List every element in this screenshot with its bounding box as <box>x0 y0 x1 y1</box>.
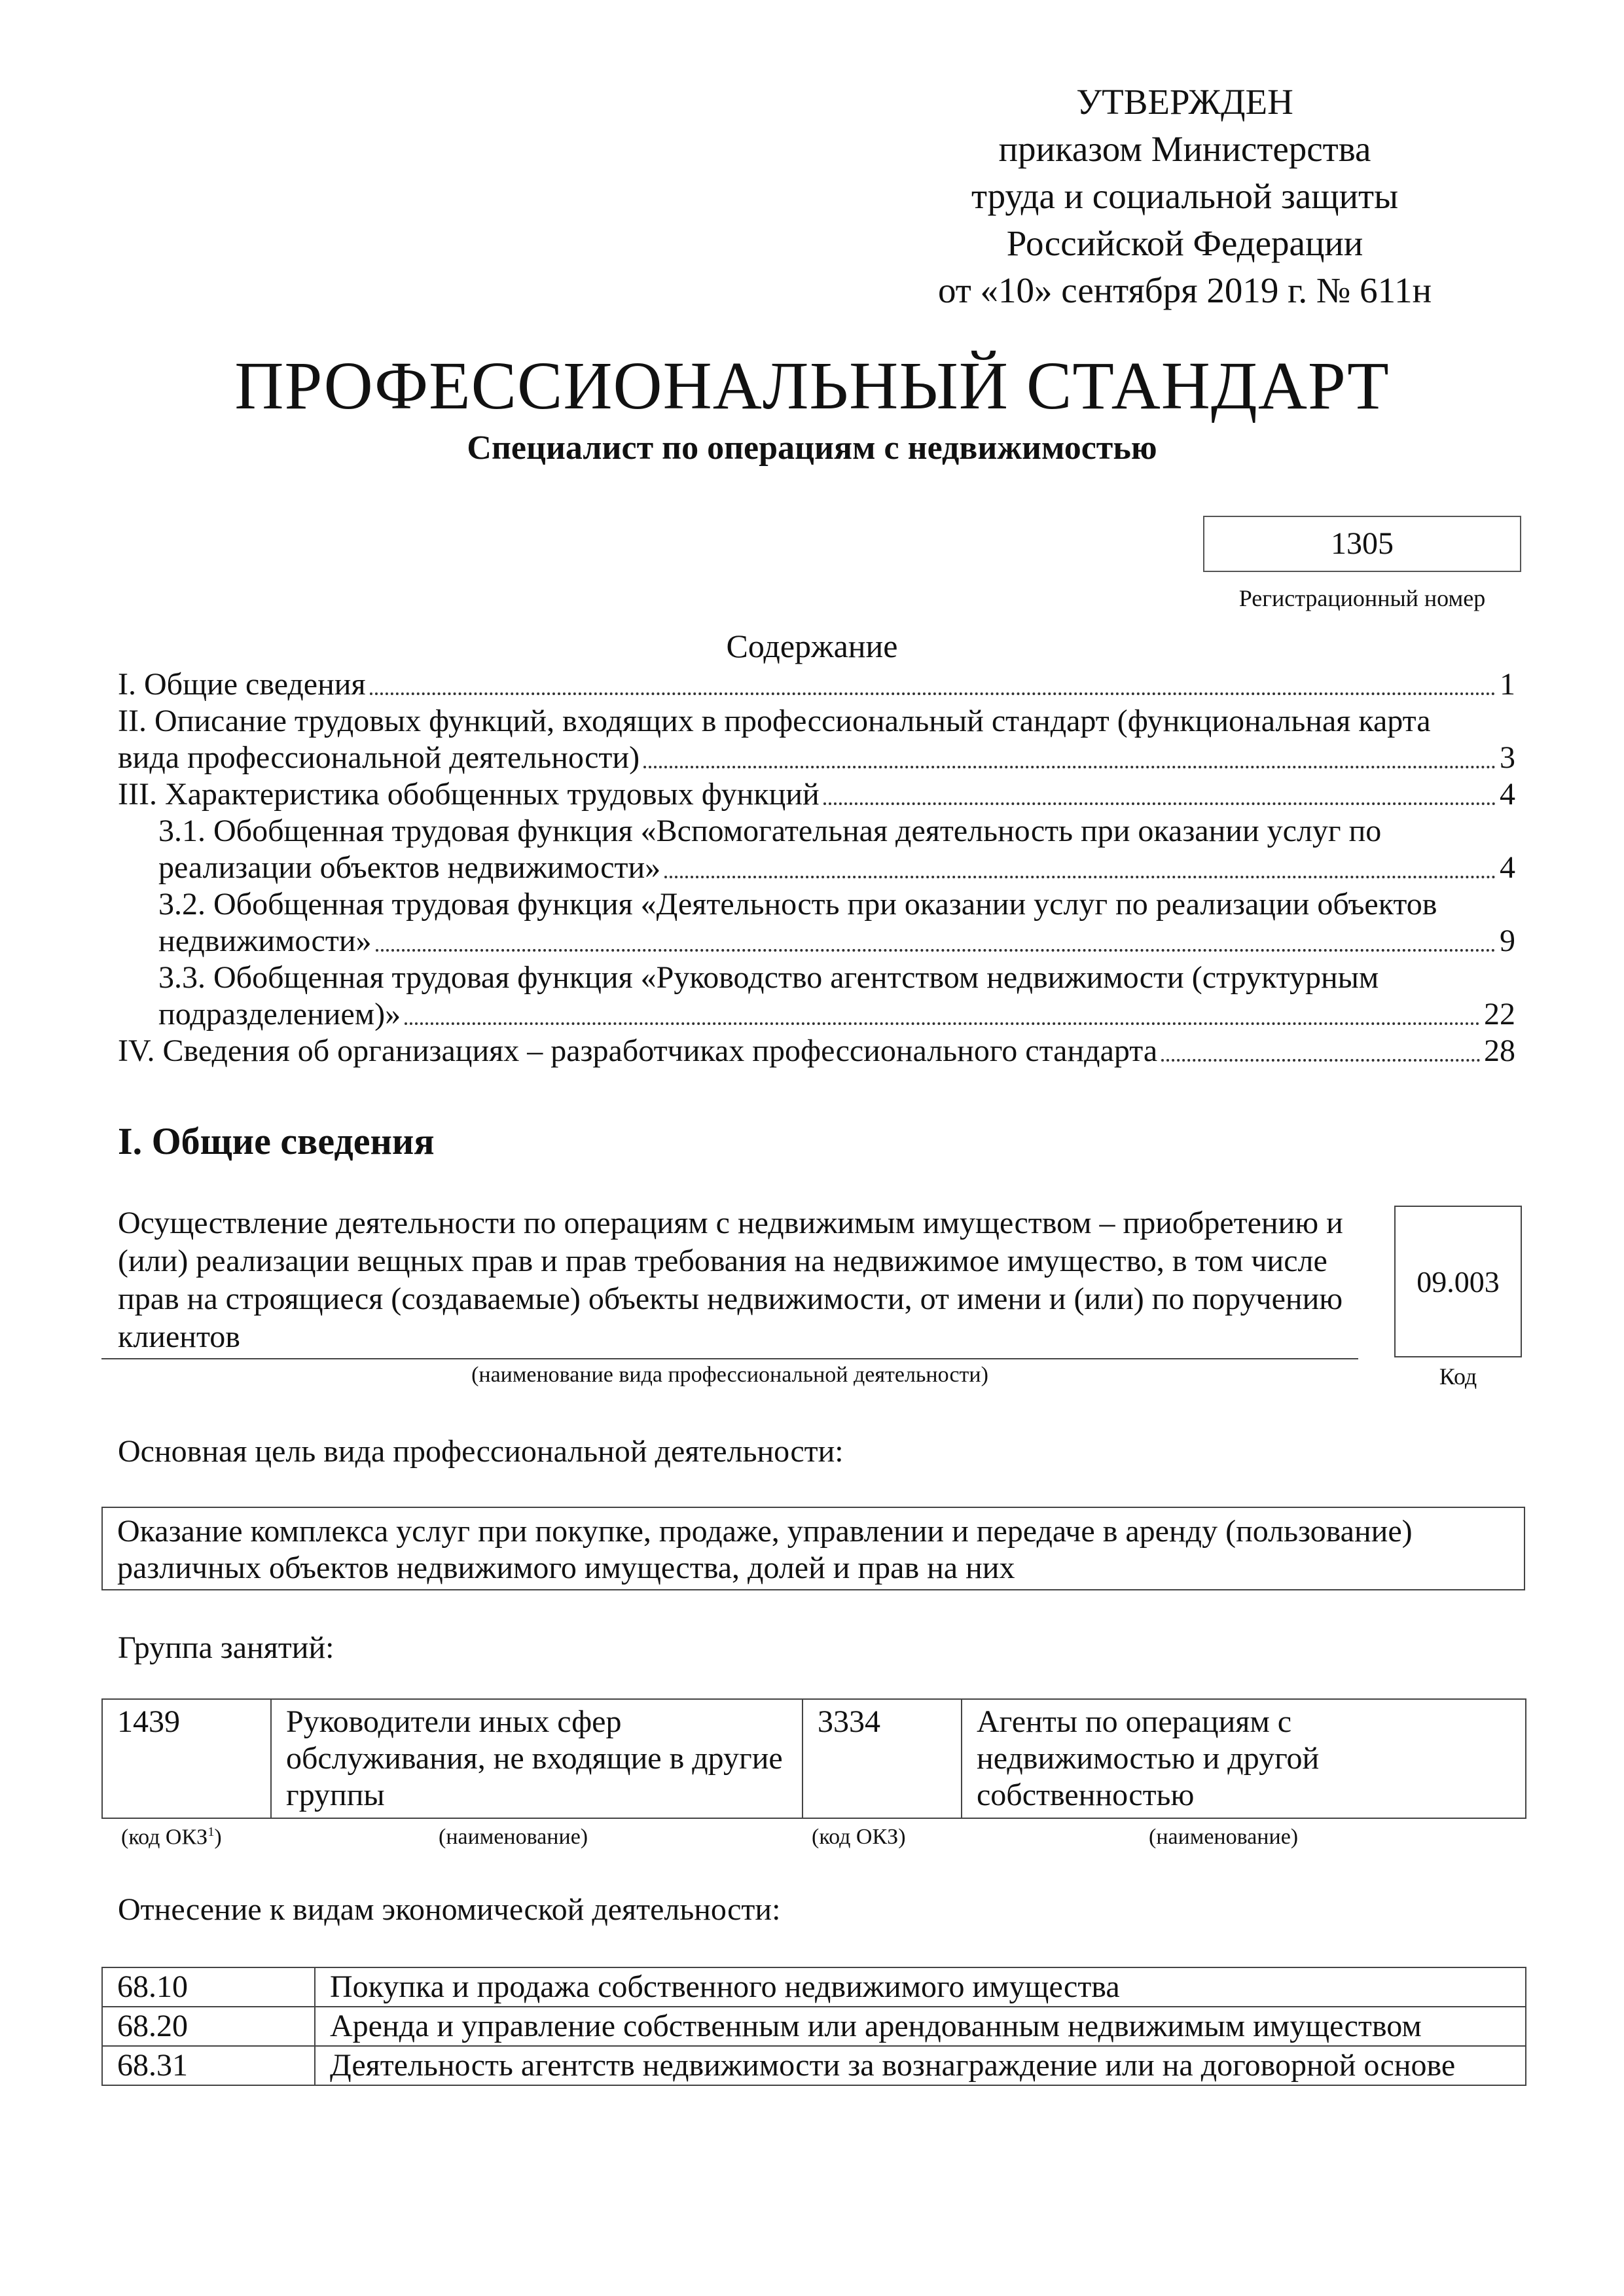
toc-entry-title-line: 3.1. Обобщенная трудовая функция «Вспомогательная деятельность при оказании услуг по <box>158 814 1382 848</box>
toc-leader <box>376 949 1496 952</box>
toc-leader <box>643 766 1496 768</box>
divider <box>101 1358 1358 1359</box>
okz-code: 3334 <box>803 1699 962 1818</box>
okz-code-caption: (код ОКЗ$^1$) <box>121 1825 222 1850</box>
okz-name-caption: (наименование) <box>1149 1825 1299 1849</box>
toc-entry-title-line: 3.2. Обобщенная трудовая функция «Деятельность при оказании услуг по реализации объектов <box>158 887 1437 922</box>
toc-leader <box>405 1022 1480 1025</box>
toc-entry-title-line: II. Описание трудовых функций, входящих в профессиональный стандарт (функциональная карта <box>118 704 1431 738</box>
okz-code-caption: (код ОКЗ) <box>812 1825 906 1849</box>
approval-block <box>851 79 1519 314</box>
toc-entry-title: подразделением)» <box>158 997 401 1031</box>
toc-entry-title: IV. Сведения об организациях – разработчиках профессионального стандарта <box>118 1033 1158 1068</box>
table-row <box>102 1967 1526 2007</box>
toc-entry[interactable] <box>118 1033 1515 1069</box>
table-row <box>102 2007 1526 2046</box>
toc-heading: Содержание <box>726 628 898 664</box>
okved-code: 68.31 <box>102 2046 315 2085</box>
toc-entry[interactable] <box>118 886 1515 960</box>
approval-line: Российской Федерации <box>1006 223 1363 263</box>
okved-code: 68.20 <box>102 2007 315 2046</box>
toc-entry-page: 9 <box>1500 924 1515 958</box>
purpose-box: Оказание комплекса услуг при покупке, продаже, управлении и передаче в аренду (пользование) различных объектов недвижимого имущества, долей и прав на них <box>101 1507 1525 1590</box>
okved-name: Аренда и управление собственным или арендованным недвижимым имуществом <box>315 2007 1526 2046</box>
toc-entry-page: 1 <box>1500 667 1515 702</box>
activity-name: Осуществление деятельности по операциям с недвижимым имуществом – приобретению и (или) реализации вещных прав и прав требования на недвижимое имущество, в том числе прав на строящиеся (создаваемые) объекты недвижимости, от имени и (или) по поручению клиентов <box>118 1206 1343 1354</box>
footnote-marker: 1 <box>208 1825 215 1839</box>
toc-entry-page: 4 <box>1500 850 1515 885</box>
approval-line: труда и социальной защиты <box>971 176 1399 216</box>
document-subtitle: Специалист по операциям с недвижимостью <box>467 429 1157 467</box>
activity-code-caption: Код <box>1439 1363 1477 1390</box>
approval-line: приказом Министерства <box>998 129 1371 169</box>
document-title: ПРОФЕССИОНАЛЬНЫЙ СТАНДАРТ <box>234 348 1390 423</box>
toc-entry-title: III. Характеристика обобщенных трудовых функций <box>118 777 820 812</box>
approval-line: от «10» сентября 2019 г. № 611н <box>937 270 1432 310</box>
section-heading: I. Общие сведения <box>118 1120 435 1162</box>
toc-entry-title: I. Общие сведения <box>118 667 366 702</box>
table-of-contents <box>118 666 1515 1069</box>
economic-activity-table <box>101 1967 1526 2086</box>
activity-caption: (наименование вида профессиональной деятельности) <box>471 1363 988 1387</box>
occupation-table <box>101 1698 1526 1819</box>
okz-name: Агенты по операциям с недвижимостью и другой собственностью <box>962 1699 1526 1818</box>
toc-leader <box>1161 1059 1480 1062</box>
toc-entry-page: 22 <box>1484 997 1515 1031</box>
toc-entry[interactable] <box>118 776 1515 813</box>
toc-leader <box>664 876 1496 878</box>
toc-entry-page: 4 <box>1500 777 1515 812</box>
toc-entry-title: вида профессиональной деятельности) <box>118 740 640 775</box>
occupation-label: Группа занятий: <box>118 1630 334 1665</box>
purpose-label: Основная цель вида профессиональной деятельности: <box>118 1434 844 1469</box>
okz-code: 1439 <box>102 1699 271 1818</box>
toc-entry-page: 28 <box>1484 1033 1515 1068</box>
toc-leader <box>370 692 1496 695</box>
toc-entry[interactable] <box>118 666 1515 703</box>
registration-number-box: 1305 <box>1203 516 1521 572</box>
toc-entry-title: реализации объектов недвижимости» <box>158 850 661 885</box>
okz-name-caption: (наименование) <box>439 1825 588 1849</box>
registration-number-label: Регистрационный номер <box>1238 585 1486 611</box>
okved-code: 68.10 <box>102 1967 315 2007</box>
toc-entry[interactable] <box>118 960 1515 1033</box>
economic-label: Отнесение к видам экономической деятельности: <box>118 1892 781 1927</box>
approval-line: УТВЕРЖДЕН <box>1076 82 1293 122</box>
activity-code-box: 09.003 <box>1394 1206 1522 1357</box>
okved-name: Покупка и продажа собственного недвижимого имущества <box>315 1967 1526 2007</box>
table-row <box>102 1699 1526 1818</box>
table-row <box>102 2046 1526 2085</box>
toc-entry-page: 3 <box>1500 740 1515 775</box>
okz-name: Руководители иных сфер обслуживания, не входящие в другие группы <box>271 1699 803 1818</box>
toc-entry-title: недвижимости» <box>158 924 372 958</box>
toc-entry[interactable] <box>118 703 1515 776</box>
toc-entry[interactable] <box>118 813 1515 886</box>
toc-entry-title-line: 3.3. Обобщенная трудовая функция «Руководство агентством недвижимости (структурным <box>158 960 1379 995</box>
toc-leader <box>823 802 1496 805</box>
okved-name: Деятельность агентств недвижимости за вознаграждение или на договорной основе <box>315 2046 1526 2085</box>
